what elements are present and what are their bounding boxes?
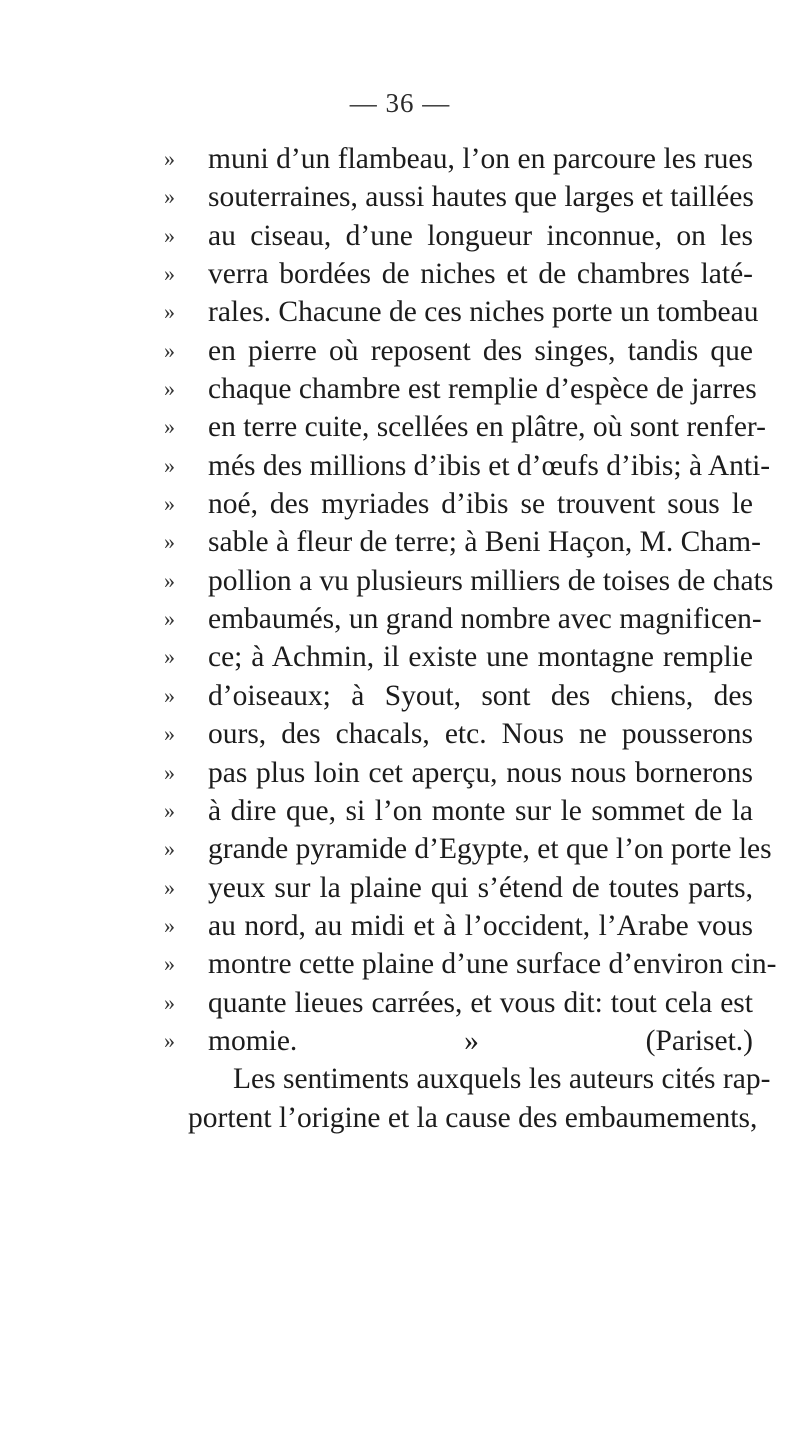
text-line [164, 140, 770, 178]
quote-mark: » [164, 951, 175, 977]
quote-mark: » [164, 836, 175, 862]
line-text: verra bordées de niches et de chambres laté- [208, 258, 753, 291]
quote-mark: » [164, 912, 175, 938]
line-text: ce; à Achmin, il existe une montagne remplie [208, 641, 753, 674]
text-line [164, 869, 770, 907]
line-text: montre cette plaine d’une surface d’environ cin- [208, 948, 777, 981]
text-line [180, 1099, 770, 1137]
line-text: à dire que, si l’on monte sur le sommet de la [208, 794, 753, 827]
quote-mark: » [164, 337, 175, 363]
line-text: en pierre où reposent des singes, tandis que [208, 334, 753, 367]
quote-mark: » [164, 261, 175, 287]
line-text: muni d’un flambeau, l’on en parcoure les rues [208, 143, 753, 175]
quote-mark: » [164, 452, 175, 478]
text-line [164, 600, 770, 638]
quote-mark: » [164, 1027, 175, 1053]
line-text: au ciseau, d’une longueur inconnue, on les [208, 219, 753, 252]
quote-mark: » [164, 491, 175, 517]
quote-mark: » [164, 644, 175, 670]
text-line [164, 370, 770, 408]
text-line [164, 485, 770, 523]
text-line [164, 715, 770, 753]
line-text: pollion a vu plusieurs milliers de toises de chats [208, 564, 774, 597]
quote-mark: » [164, 146, 175, 171]
quote-mark: » [164, 989, 175, 1015]
line-text: yeux sur la plaine qui s’étend de toutes parts, [208, 871, 753, 904]
text-line [164, 945, 777, 983]
line-text: noé, des myriades d’ibis se trouvent sous le [208, 488, 753, 521]
quote-mark: » [164, 184, 175, 210]
text-line [164, 408, 770, 446]
line-text: chaque chambre est remplie d’espèce de jarres [208, 373, 757, 406]
text-line [164, 332, 770, 370]
text-line [164, 754, 770, 792]
page-number: — 36 — [349, 88, 451, 118]
quote-mark: » [164, 567, 175, 593]
line-text: Les sentiments auxquels les auteurs cités rap- [233, 1063, 771, 1096]
line-text: d’oiseaux; à Syout, sont des chiens, des [208, 679, 753, 712]
text-line [180, 1060, 770, 1098]
text-line [164, 984, 770, 1022]
text-line [164, 523, 770, 561]
text-line [164, 1022, 770, 1060]
text-line [164, 792, 770, 830]
line-text: sable à fleur de terre; à Beni Haçon, M. Cham- [208, 526, 761, 559]
quote-mark: » [164, 759, 175, 785]
quote-mark: » [164, 529, 175, 555]
text-line [164, 562, 774, 600]
text-line [164, 638, 770, 676]
quote-mark: » [164, 721, 175, 747]
line-text: rales. Chacune de ces niches porte un tombeau [208, 296, 759, 329]
quote-mark: » [164, 299, 175, 325]
line-text: momie. » (Pariset.) [208, 1024, 753, 1057]
quote-mark: » [164, 797, 175, 823]
line-text: pas plus loin cet aperçu, nous nous bornerons [208, 756, 753, 789]
line-text: grande pyramide d’Egypte, et que l’on porte les [208, 833, 772, 866]
text-line [164, 677, 770, 715]
line-text: ours, des chacals, etc. Nous ne pousserons [208, 718, 753, 751]
body-text [164, 140, 777, 1137]
quote-mark: » [164, 414, 175, 440]
quote-mark: » [164, 376, 175, 402]
text-line [164, 217, 770, 255]
quote-mark: » [164, 606, 175, 632]
text-line [164, 830, 772, 868]
quote-mark: » [164, 222, 175, 248]
line-text: souterraines, aussi hautes que larges et taillées [208, 181, 754, 214]
quote-mark: » [164, 682, 175, 708]
text-line [164, 447, 771, 485]
line-text: portent l’origine et la cause des embaumements, [188, 1101, 758, 1134]
text-line [164, 178, 770, 216]
line-text: au nord, au midi et à l’occident, l’Arabe vous [208, 909, 753, 942]
line-text: en terre cuite, scellées en plâtre, où sont renfer- [208, 411, 766, 444]
text-line [164, 293, 770, 331]
line-text: més des millions d’ibis et d’œufs d’ibis; à Anti- [208, 449, 771, 482]
line-text: embaumés, un grand nombre avec magnificen- [208, 603, 762, 636]
text-line [164, 255, 770, 293]
line-text: quante lieues carrées, et vous dit: tout cela est [208, 986, 753, 1019]
quote-mark: » [164, 874, 175, 900]
text-line [164, 907, 770, 945]
